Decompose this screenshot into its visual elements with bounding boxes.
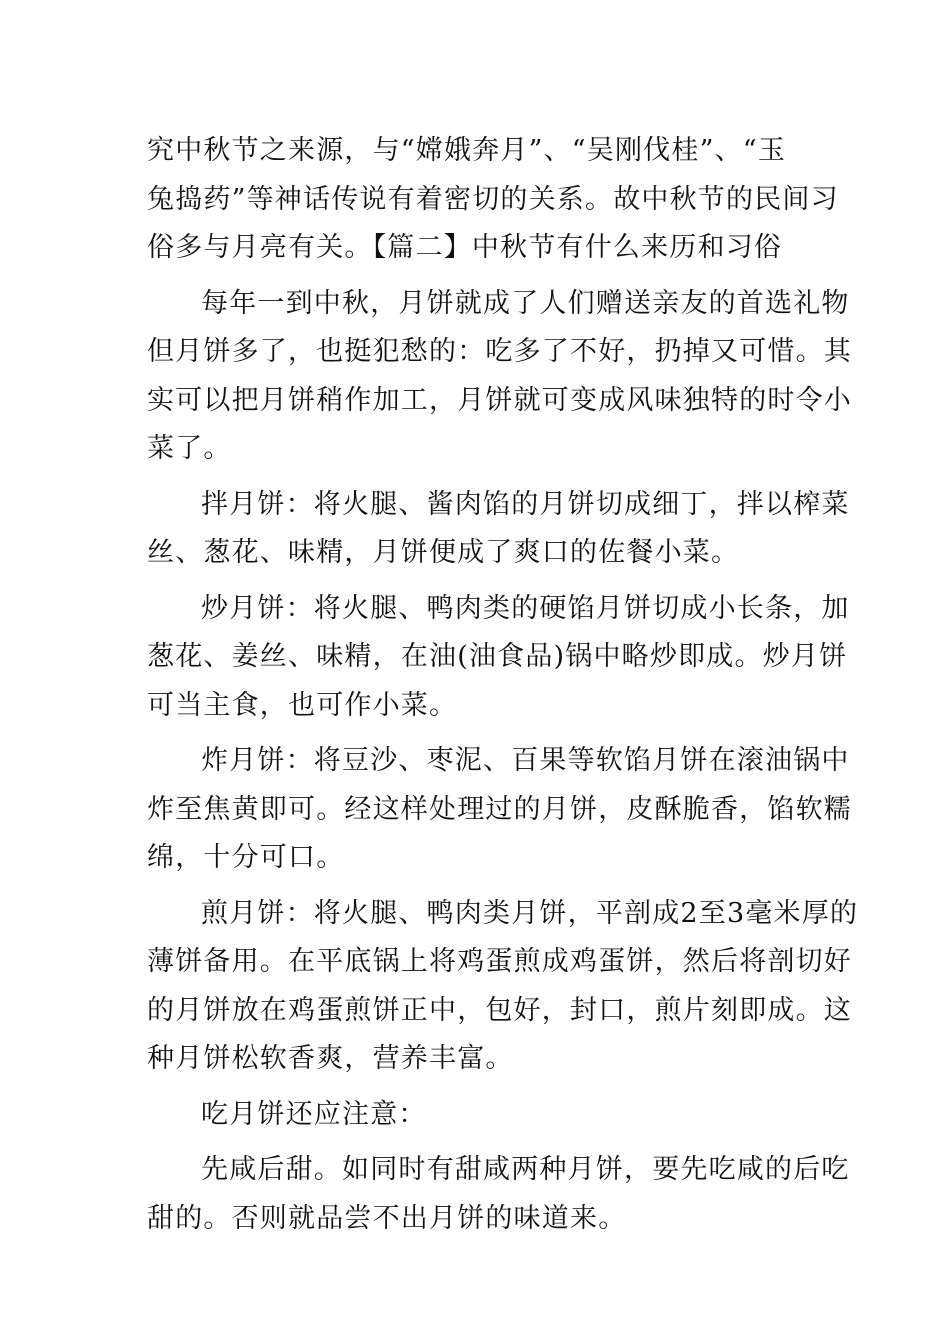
document-body (147, 127, 859, 1243)
paragraph-2 (147, 280, 852, 474)
text-line: 绵，十分可口。 (147, 842, 345, 873)
text-line: 炒月饼：将火腿、鸭肉类的硬馅月饼切成小长条，加 (201, 592, 850, 624)
text-line: 实可以把月饼稍作加工，月饼就可变成风味独特的时令小 (147, 384, 852, 416)
paragraph-5 (147, 737, 852, 883)
text-line: 甜的。否则就品尝不出月饼的味道来。 (147, 1202, 627, 1234)
text-line: 每年一到中秋，月饼就成了人们赠送亲友的首选礼物 (201, 287, 850, 319)
text-line: 菜了。 (147, 433, 232, 464)
text-line: 的月饼放在鸡蛋煎饼正中，包好，封口，煎片刻即成。这 (147, 994, 852, 1026)
paragraph-7 (147, 1091, 817, 1140)
text-line: 可当主食，也可作小菜。 (147, 689, 458, 721)
paragraph-4 (147, 585, 850, 731)
text-line: 吃月饼还应注意： (201, 1098, 427, 1130)
text-line: 煎月饼：将火腿、鸭肉类月饼，平剖成2至3毫米厚的 (201, 897, 859, 929)
paragraph-1 (147, 127, 839, 273)
text-line: 丝、葱花、味精，月饼便成了爽口的佐餐小菜。 (147, 537, 740, 568)
paragraph-6 (147, 890, 859, 1084)
text-line: 炸至焦黄即可。经这样处理过的月饼，皮酥脆香，馅软糯 (147, 793, 852, 825)
text-line: 究中秋节之来源，与“嫦娥奔月”、“吴刚伐桂”、“玉 (147, 135, 787, 166)
text-line: 葱花、姜丝、味精，在油(油食品)锅中略炒即成。炒月饼 (147, 641, 848, 672)
text-line: 俗多与月亮有关。【篇二】中秋节有什么来历和习俗 (147, 232, 783, 263)
text-line: 炸月饼：将豆沙、枣泥、百果等软馅月饼在滚油锅中 (201, 745, 850, 776)
text-line: 种月饼松软香爽，营养丰富。 (147, 1043, 514, 1074)
text-line: 拌月饼：将火腿、酱肉馅的月饼切成细丁，拌以榨菜 (201, 488, 850, 520)
text-line: 先咸后甜。如同时有甜咸两种月饼，要先吃咸的后吃 (201, 1154, 850, 1185)
text-line: 但月饼多了，也挺犯愁的：吃多了不好，扔掉又可惜。其 (147, 336, 852, 367)
paragraph-8 (147, 1146, 850, 1243)
text-line: 兔捣药”等神话传说有着密切的关系。故中秋节的民间习 (147, 183, 839, 215)
paragraph-3 (147, 481, 850, 578)
text-line: 薄饼备用。在平底锅上将鸡蛋煎成鸡蛋饼，然后将剖切好 (147, 946, 852, 977)
